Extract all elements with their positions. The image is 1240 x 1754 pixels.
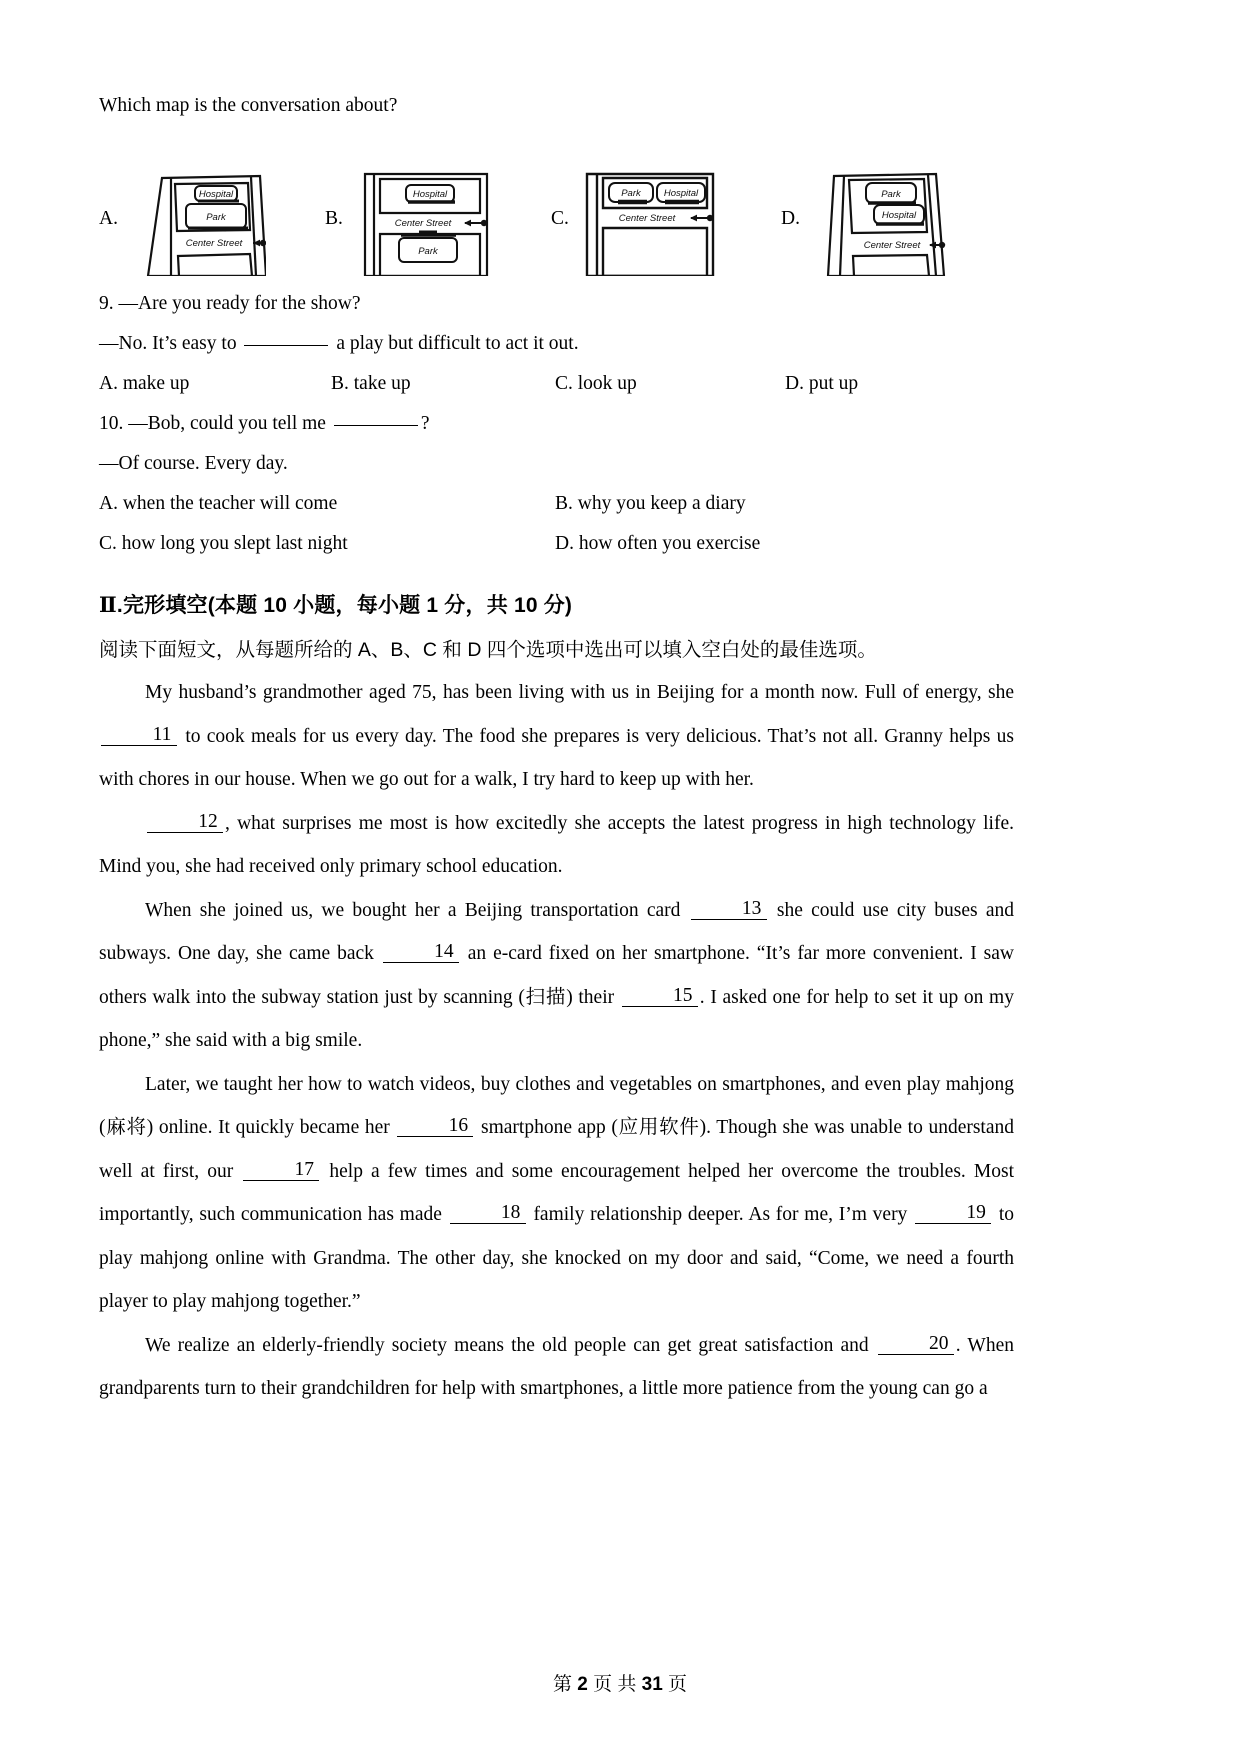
question-9-answer-after: a play but difficult to act it out. [336,333,579,354]
question-9-answer-line [99,324,1014,364]
passage-paragraph-2 [99,802,1014,889]
map-b-letter: B. [325,207,343,229]
map-option-c[interactable] [551,148,717,276]
question-10-option-c[interactable]: C. how long you slept last night [99,533,348,554]
passage-p3-text-a: When she joined us, we bought her a Beijing transportation card [145,899,681,921]
question-10-option-b[interactable]: B. why you keep a diary [555,493,746,514]
question-10-stem-before: 10. —Bob, could you tell me [99,413,326,434]
svg-text:Park: Park [881,189,901,200]
passage-paragraph-1 [99,671,1014,802]
passage-paragraph-4 [99,1063,1014,1324]
map-options-row [99,148,1014,276]
passage-p4-text-c: help a few times and some encouragement helped her overcome the troubles. Most importantly, such communication has made [99,1160,1014,1225]
question-10-option-d[interactable]: D. how often you exercise [555,533,761,554]
cloze-blank-17[interactable]: 17 [243,1160,319,1181]
passage-p5-text-a: We realize an elderly-friendly society means the old people can get great satisfaction and [145,1334,869,1356]
cloze-blank-19[interactable]: 19 [915,1203,991,1224]
map-a-figure [126,164,266,276]
passage-p4-text-b: smartphone app (应用软件). Though she was unable to understand well at first, our [99,1117,1014,1182]
passage-p5-text-b: . When grandparents turn to their grandchildren for help with smartphones, a little more patience from the young can go a [99,1334,1014,1399]
cloze-blank-12[interactable]: 12 [147,812,223,833]
section-numeral: Ⅱ [99,593,117,617]
passage-paragraph-3 [99,889,1014,1063]
passage-p2-text-b: , what surprises me most is how excitedly she accepts the latest progress in high technology life. Mind you, she had received only primary school education. [99,812,1014,877]
svg-text:Park: Park [206,212,226,223]
svg-text:Hospital: Hospital [412,189,448,200]
cloze-blank-14[interactable]: 14 [383,942,459,963]
question-9-option-b[interactable]: B. take up [331,373,411,394]
svg-text:Center Street: Center Street [863,240,921,251]
passage-p1-text-b: to cook meals for us every day. The food she prepares is very delicious. That’s not all. Granny helps us with chores in our house. When we go out for a walk, I try hard to keep up with her. [99,725,1015,790]
svg-text:Park: Park [418,246,438,257]
map-d-letter: D. [781,207,800,229]
cloze-blank-20[interactable]: 20 [878,1334,954,1355]
question-9-options [99,364,1014,404]
svg-text:Center Street: Center Street [394,218,452,229]
map-option-b[interactable] [325,148,491,276]
map-c-letter: C. [551,207,569,229]
section-title: .完形填空(本题 10 小题，每小题 1 分，共 10 分) [116,594,573,617]
section-instruction: 阅读下面短文，从每题所给的 A、B、C 和 D 四个选项中选出可以填入空白处的最佳选项。 [99,639,877,661]
question-9-blank[interactable] [244,345,328,346]
question-9-option-d[interactable]: D. put up [785,373,859,394]
question-10-stem-after: ? [420,413,430,434]
cloze-blank-11[interactable]: 11 [101,725,177,746]
passage-p3-text-d: . I asked one for help to set it up on my phone,” she said with a big smile. [99,986,1014,1051]
svg-text:Park: Park [621,188,641,199]
footer-prefix: 第 [552,1674,578,1695]
map-option-a[interactable] [99,148,266,276]
passage-p3-text-c: an e-card fixed on her smartphone. “It’s far more convenient. I saw others walk into the subway station just by scanning (扫描) their [99,943,1015,1008]
passage-p1-text-a: My husband’s grandmother aged 75, has been living with us in Beijing for a month now. Full of energy, she [145,682,1014,703]
question-10-answer-line: —Of course. Every day. [99,453,288,474]
question-9-answer-before: —No. It’s easy to [99,333,237,354]
map-b-figure [351,164,491,276]
footer-total-pages: 31 [641,1674,663,1695]
footer-suffix: 页 [662,1674,688,1695]
question-10-options-row-1 [99,484,1014,524]
svg-text:Hospital: Hospital [198,189,234,200]
cloze-blank-16[interactable]: 16 [397,1116,473,1137]
cloze-blank-18[interactable]: 18 [450,1203,526,1224]
map-d-figure [808,164,948,276]
svg-text:Hospital: Hospital [663,188,699,199]
question-10-blank[interactable] [334,425,418,426]
footer-page-number: 2 [577,1674,588,1695]
section-heading [99,582,1014,629]
question-9-option-a[interactable]: A. make up [99,373,190,394]
svg-text:Center Street: Center Street [185,238,243,249]
footer-middle: 页 共 [587,1674,642,1695]
passage-p3-text-b: she could use city buses and subways. One day, she came back [99,899,1014,964]
passage-p4-text-d: family relationship deeper. As for me, I’m very [533,1204,908,1225]
question-10-options-row-2 [99,524,1014,564]
cloze-blank-13[interactable]: 13 [691,899,767,920]
map-option-d[interactable] [781,148,948,276]
question-8-prompt: Which map is the conversation about? [99,95,398,116]
question-9-option-c[interactable]: C. look up [555,373,637,394]
svg-text:Hospital: Hospital [881,210,917,221]
map-c-figure [577,164,717,276]
passage-paragraph-5 [99,1324,1014,1411]
cloze-blank-15[interactable]: 15 [622,986,698,1007]
page-content [99,86,1014,1411]
svg-text:Center Street: Center Street [618,213,676,224]
question-10-stem [99,404,1014,444]
question-10-option-a[interactable]: A. when the teacher will come [99,493,338,514]
question-9-stem-text: 9. —Are you ready for the show? [99,293,361,314]
page-footer [0,1669,1240,1696]
passage-p4-text-e: to play mahjong online with Grandma. The other day, she knocked on my door and said, “Come, we need a fourth player to play mahjong together.” [99,1204,1015,1312]
map-a-letter: A. [99,207,118,229]
passage-p4-text-a: Later, we taught her how to watch videos, buy clothes and vegetables on smartphones, and even play mahjong (麻将) online. It quickly became her [99,1073,1014,1138]
question-9-stem [99,284,1014,324]
